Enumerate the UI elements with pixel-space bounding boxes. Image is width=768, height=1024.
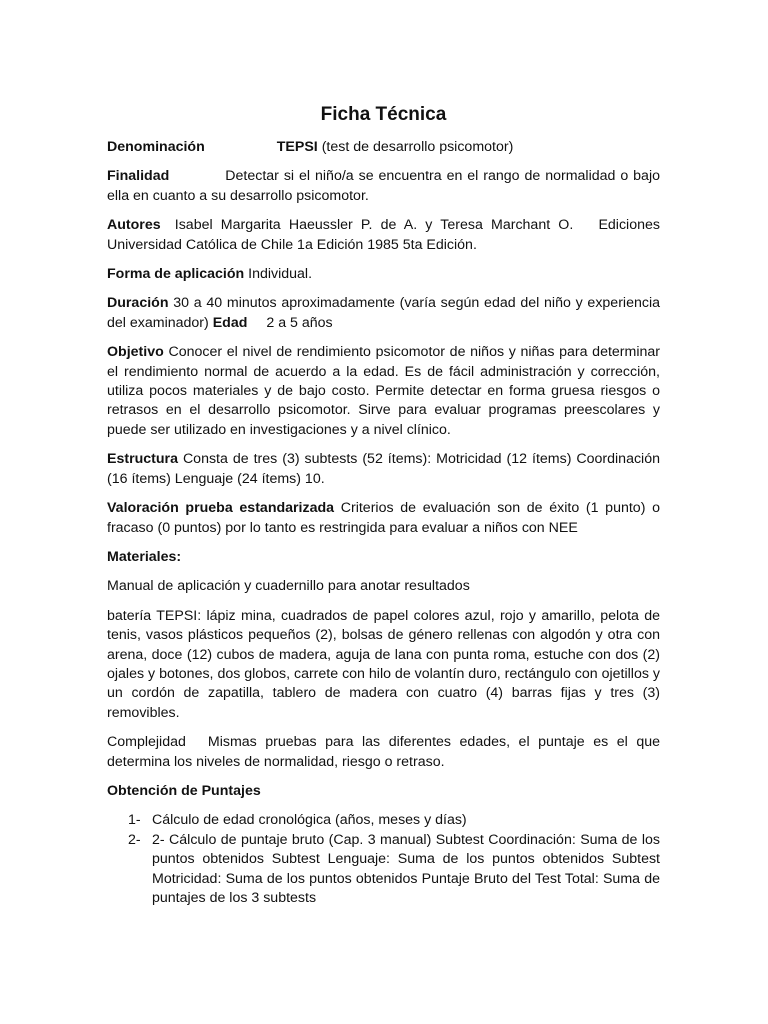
- finalidad-paragraph: [107, 167, 660, 206]
- complejidad-value: Mismas pruebas para las diferentes edades, el puntaje es el que determina los niveles de normalidad, riesgo o retraso.: [107, 734, 660, 770]
- materiales-bateria: batería TEPSI: lápiz mina, cuadrados de papel colores azul, rojo y amarillo, pelota de tenis, vasos plásticos pequeños (2), bolsas de género rellenas con algodón y otra con arena, doce (12) cubos de madera, aguja de lana con punta roma, estuche con dos (2) ojales y botones, dos globos, carrete con hilo de volantín duro, rectángulo con ojetillos y un cordón de zapatilla, tablero de madera con cuatro (4) barras fijas y tres (3) removibles.: [107, 607, 660, 721]
- finalidad-label: Finalidad: [107, 168, 170, 185]
- estructura-label: Estructura: [107, 451, 178, 468]
- forma-value: Individual.: [248, 266, 313, 283]
- duracion-value: 30 a 40 minutos aproximadamente (varía según edad del niño y experiencia del examinador): [107, 295, 660, 331]
- denominacion-paragraph: [107, 138, 660, 157]
- autores-paragraph: [107, 216, 660, 255]
- page-title: Ficha Técnica: [320, 104, 447, 125]
- puntajes-heading: Obtención de Puntajes: [107, 782, 261, 799]
- denominacion-value: (test de desarrollo psicomotor): [321, 139, 514, 155]
- finalidad-value: Detectar si el niño/a se encuentra en el rango de normalidad o bajo ella en cuanto a su desarrollo psicomotor.: [107, 168, 660, 204]
- autores-value: Isabel Margarita Haeussler P. de A. y Teresa Marchant O.: [174, 217, 574, 234]
- document-body: [107, 102, 660, 908]
- complejidad-label: Complejidad: [107, 734, 186, 751]
- list-item-text: 2- Cálculo de puntaje bruto (Cap. 3 manual) Subtest Coordinación: Suma de los puntos obtenidos Subtest Lenguaje: Suma de los puntos obtenidos Subtest Motricidad: Suma de los puntos obtenidos Puntaje Bruto del Test Total: Suma de puntajes de los 3 subtests: [152, 831, 660, 906]
- objetivo-paragraph: [107, 343, 660, 440]
- duracion-paragraph: [107, 294, 660, 333]
- objetivo-label: Objetivo: [107, 344, 164, 361]
- objetivo-value: Conocer el nivel de rendimiento psicomotor de niños y niñas para determinar el rendimiento normal de acuerdo a la edad. Es de fácil administración y corrección, utiliza pocos materiales y de bajo costo. Permite detectar en forma gruesa riesgos o retrasos en el desarrollo psicomotor. Sirve para evaluar programas preescolares y puede ser utilizado en investigaciones y a nivel clínico.: [107, 344, 660, 438]
- edad-value: 2 a 5 años: [266, 314, 333, 331]
- materiales-manual: Manual de aplicación y cuadernillo para anotar resultados: [107, 578, 470, 595]
- denominacion-label: Denominación: [107, 139, 205, 155]
- complejidad-paragraph: [107, 733, 660, 772]
- forma-paragraph: [107, 265, 660, 284]
- edad-label: Edad: [212, 314, 248, 331]
- estructura-value: Consta de tres (3) subtests (52 ítems): Motricidad (12 ítems) Coordinación (16 ítems) Lenguaje (24 ítems) 10.: [107, 451, 660, 487]
- duracion-label: Duración: [107, 295, 169, 312]
- list-item-text: Cálculo de edad cronológica (años, meses y días): [152, 812, 467, 829]
- autores-edition: Ediciones Universidad Católica de Chile 1a Edición 1985 5ta Edición.: [107, 217, 660, 253]
- autores-label: Autores: [107, 217, 161, 234]
- valoracion-label: Valoración prueba estandarizada: [107, 500, 335, 517]
- estructura-paragraph: [107, 450, 660, 489]
- forma-label: Forma de aplicación: [107, 266, 245, 283]
- list-item: [107, 831, 660, 909]
- list-item-number: 1-: [128, 812, 141, 829]
- valoracion-value: Criterios de evaluación son de éxito (1 punto) o fracaso (0 puntos) por lo tanto es restringida para evaluar a niños con NEE: [107, 500, 660, 536]
- materiales-heading: Materiales:: [107, 548, 182, 565]
- list-item: [107, 811, 660, 830]
- valoracion-paragraph: [107, 499, 660, 538]
- list-item-number: 2-: [128, 831, 141, 848]
- puntajes-list: [107, 811, 660, 908]
- denominacion-name: TEPSI: [276, 139, 318, 155]
